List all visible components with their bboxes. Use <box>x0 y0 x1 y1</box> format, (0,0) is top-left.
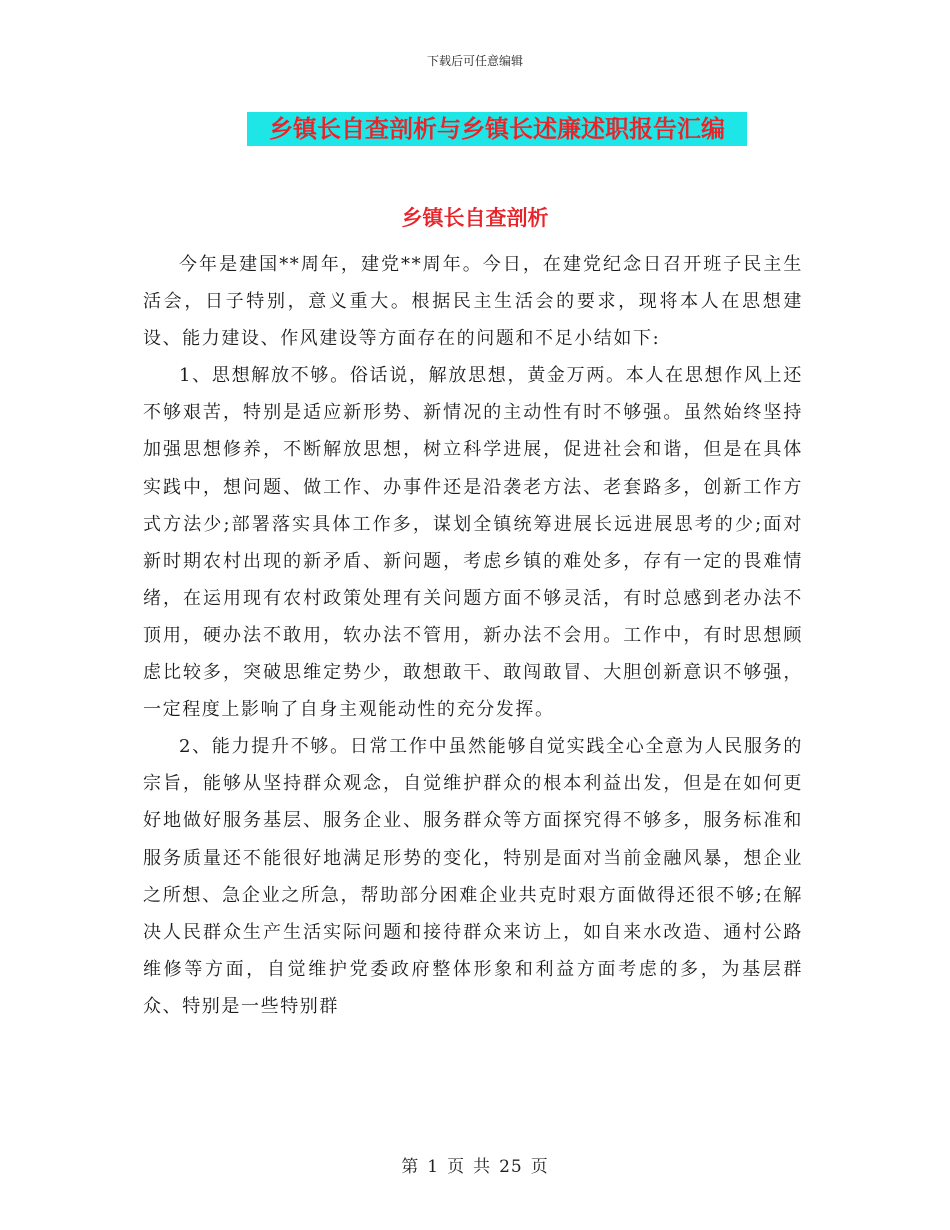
footer-total-pages: 25 <box>499 1157 523 1177</box>
paragraph-point-2: 2、能力提升不够。日常工作中虽然能够自觉实践全心全意为人民服务的宗旨，能够从坚持群众观念，自觉维护群众的根本利益出发，但是在如何更好地做好服务基层、服务企业、服务群众等方面探究得不够多，服务标准和服务质量还不能很好地满足形势的变化，特别是面对当前金融风暴，想企业之所想、急企业之所急，帮助部分困难企业共克时艰方面做得还很不够;在解决人民群众生产生活实际问题和接待群众来访上，如自来水改造、通村公路维修等方面，自觉维护党委政府整体形象和利益方面考虑的多，为基层群众、特别是一些特别群 <box>143 736 803 1017</box>
footer-page-unit: 页 <box>447 1157 466 1177</box>
footer-page-number: 1 <box>427 1157 440 1177</box>
paragraph-intro: 今年是建国**周年，建党**周年。今日，在建党纪念日召开班子民主生活会，日子特别，意义重大。根据民主生活会的要求，现将本人在思想建设、能力建设、作风建设等方面存在的问题和不足小结如下: <box>143 254 803 350</box>
section-title: 乡镇长自查剖析 <box>401 206 549 230</box>
paragraph-point-1: 1、思想解放不够。俗话说，解放思想，黄金万两。本人在思想作风上还不够艰苦，特别是适应新形势、新情况的主动性有时不够强。虽然始终坚持加强思想修养，不断解放思想，树立科学进展，促进社会和谐，但是在具体实践中，想问题、做工作、办事件还是沿袭老方法、老套路多，创新工作方式方法少;部署落实具体工作多，谋划全镇统筹进展长远进展思考的少;面对新时期农村出现的新矛盾、新问题，考虑乡镇的难处多，存有一定的畏难情绪，在运用现有农村政策处理有关问题方面不够灵活，有时总感到老办法不顶用，硬办法不敢用，软办法不管用，新办法不会用。工作中，有时思想顾虑比较多，突破思维定势少，敢想敢干、敢闯敢冒、大胆创新意识不够强，一定程度上影响了自身主观能动性的充分发挥。 <box>143 365 803 721</box>
header-note: 下载后可任意编辑 <box>426 54 523 68</box>
footer-page-label: 第 <box>401 1157 420 1177</box>
document-main-title: 乡镇长自查剖析与乡镇长述廉述职报告汇编 <box>247 112 747 146</box>
page-footer <box>0 1152 950 1177</box>
footer-total-unit: 页 <box>530 1157 549 1177</box>
footer-total-label: 共 <box>473 1157 492 1177</box>
document-body <box>143 246 803 1025</box>
